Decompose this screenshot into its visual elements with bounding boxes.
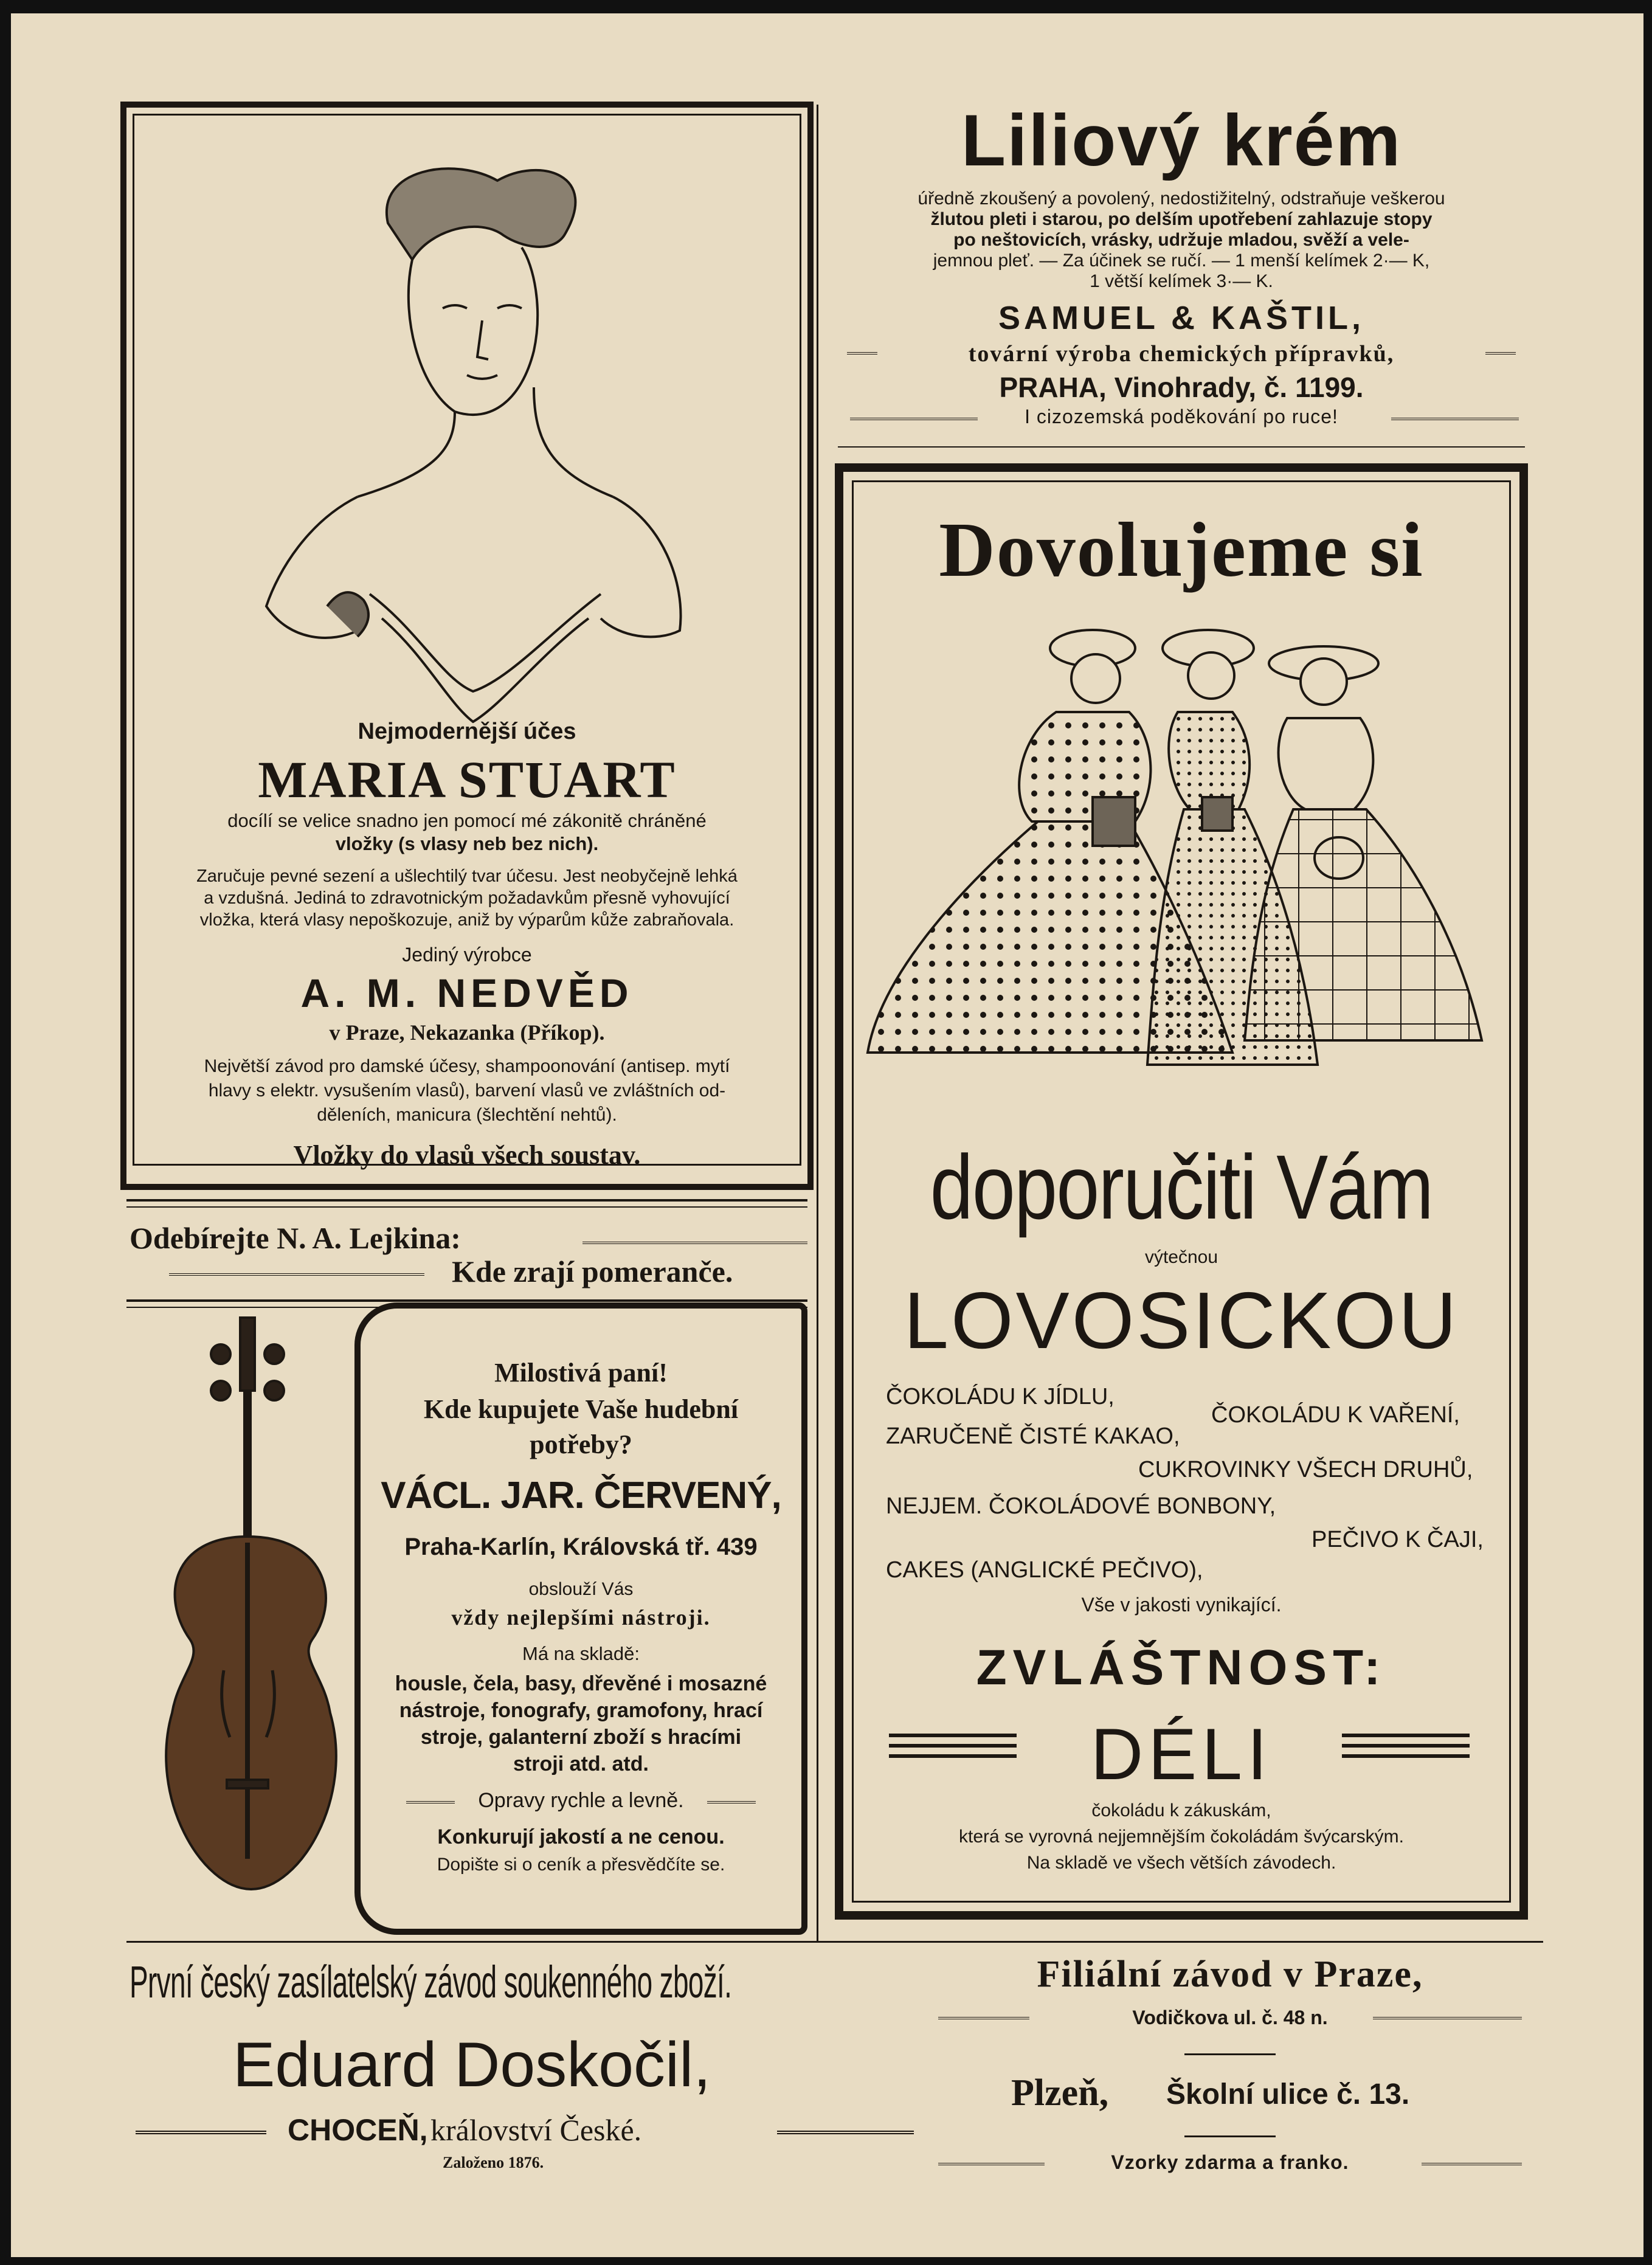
liliovy-address: PRAHA, Vinohrady, č. 1199. bbox=[999, 372, 1364, 403]
lovosice-quality: Vše v jakosti vynikající. bbox=[1081, 1594, 1282, 1616]
lovosice-product-2: ČOKOLÁDU K VAŘENÍ, bbox=[1211, 1402, 1460, 1428]
separator-rule bbox=[838, 446, 1525, 448]
doskocil-headline-wrap bbox=[130, 1956, 920, 2023]
cerveny-repairs-rule-right bbox=[707, 1801, 756, 1807]
maria-intro-2: vložky (s vlasy neb bez nich). bbox=[335, 833, 599, 854]
doskocil-rule-left bbox=[136, 2131, 266, 2138]
doskocil-kingdom: království České. bbox=[430, 2113, 642, 2147]
cerveny-catalog: Dopište si o ceník a přesvědčíte se. bbox=[437, 1855, 725, 1875]
cerveny-stock-1: housle, čela, basy, dřevěné i mosazné bbox=[395, 1672, 767, 1695]
branch-title: Filiální závod v Praze, bbox=[1037, 1954, 1423, 1995]
branch-ad bbox=[938, 1953, 1522, 2196]
maria-body-3: vložka, která vlasy nepoškozuje, aniž by výparům kůže zabraňovala. bbox=[199, 910, 734, 930]
liliovy-production: tovární výroba chemických přípravků, bbox=[968, 341, 1395, 367]
lejkin-line-2: Kde zrají pomeranče. bbox=[452, 1254, 733, 1288]
cerveny-ad-text bbox=[367, 1315, 795, 1923]
cerveny-best: vždy nejlepšími nástroji. bbox=[451, 1605, 711, 1630]
lovosice-product-7: CAKES (ANGLICKÉ PEČIVO), bbox=[886, 1557, 1203, 1583]
lovosice-product-1: ČOKOLÁDU K JÍDLU, bbox=[886, 1384, 1115, 1409]
newspaper-page bbox=[11, 13, 1643, 2257]
lovosice-recommend: doporučiti Vám bbox=[930, 1136, 1433, 1238]
lejkin-rule-2 bbox=[169, 1273, 424, 1279]
branch-short-rule bbox=[1184, 2053, 1276, 2055]
separator-rule bbox=[126, 1206, 807, 1208]
maria-body-1: Zaručuje pevné sezení a ušlechtilý tvar účesu. Jest neobyčejně lehká bbox=[196, 866, 738, 886]
maria-title: MARIA STUART bbox=[258, 750, 676, 809]
liliovy-thanks: I cizozemská poděkování po ruce! bbox=[1025, 406, 1338, 427]
maria-services-2: hlavy s elektr. vysušením vlasů), barvení vlasů ve zvláštních od- bbox=[208, 1081, 726, 1101]
cerveny-stock-label: Má na skladě: bbox=[522, 1643, 640, 1664]
liliovy-ad bbox=[838, 99, 1525, 451]
maria-services-1: Největší závod pro damské účesy, shampoonování (antisep. mytí bbox=[204, 1056, 730, 1076]
lovosice-excellent: výtečnou bbox=[1144, 1247, 1218, 1267]
branch-samples: Vzorky zdarma a franko. bbox=[1111, 2151, 1349, 2173]
doskocil-founded: Založeno 1876. bbox=[443, 2154, 544, 2171]
cerveny-repairs: Opravy rychle a levně. bbox=[478, 1789, 684, 1812]
lejkin-line-1: Odebírejte N. A. Lejkina: bbox=[130, 1221, 461, 1255]
liliovy-text-3: po neštovicích, vrásky, udržuje mladou, svěží a vele- bbox=[953, 230, 1409, 250]
maria-footer: Vložky do vlasů všech soustav. bbox=[293, 1140, 641, 1170]
maria-stuart-ad bbox=[120, 102, 814, 1190]
cerveny-name: VÁCL. JAR. ČERVENÝ, bbox=[381, 1475, 781, 1516]
lovosice-deli: DÉLI bbox=[1090, 1713, 1273, 1795]
branch-rule-right bbox=[1373, 2017, 1522, 2023]
maria-maker: A. M. NEDVĚD bbox=[300, 970, 634, 1015]
cerveny-compete: Konkurují jakostí a ne cenou. bbox=[437, 1825, 725, 1848]
doskocil-rule-right bbox=[777, 2131, 914, 2138]
lovosice-deli-1: čokoládu k zákuskám, bbox=[1091, 1800, 1271, 1821]
liliovy-thanks-rule-right bbox=[1391, 418, 1519, 424]
lejkin-rule-1 bbox=[582, 1242, 807, 1248]
liliovy-text-5: 1 větší kelímek 3·— K. bbox=[1090, 271, 1273, 291]
lovosice-deli-3: Na skladě ve všech větších závodech. bbox=[1026, 1853, 1336, 1873]
liliovy-production-rule-right bbox=[1485, 352, 1516, 358]
lovosice-product-6: PEČIVO K ČAJI, bbox=[1312, 1527, 1484, 1552]
three-ladies-illustration bbox=[855, 615, 1518, 1101]
cerveny-stock-2: nástroje, fonografy, gramofony, hrací bbox=[399, 1699, 763, 1722]
branch-samples-rule-right bbox=[1422, 2163, 1522, 2169]
liliovy-title: Liliový krém bbox=[961, 100, 1402, 181]
maria-services-3: děleních, manicura (šlechtění nehtů). bbox=[317, 1105, 617, 1125]
woman-portrait-illustration bbox=[236, 156, 710, 764]
cerveny-serves: obslouží Vás bbox=[528, 1579, 634, 1599]
cerveny-question-2: potřeby? bbox=[530, 1430, 632, 1459]
doskocil-town: CHOCEŇ, bbox=[288, 2113, 428, 2147]
lovosice-product-5: NEJJEM. ČOKOLÁDOVÉ BONBONY, bbox=[886, 1493, 1276, 1519]
deli-rules-right bbox=[1342, 1734, 1470, 1758]
branch-plzen-street: Školní ulice č. 13. bbox=[1166, 2078, 1410, 2111]
liliovy-firm: SAMUEL & KAŠTIL, bbox=[998, 300, 1364, 336]
lovosice-specialty: ZVLÁŠTNOST: bbox=[976, 1640, 1387, 1695]
maria-body-2: a vzdušná. Jediná to zdravotnickým požadavkům přesně vyhovující bbox=[204, 888, 730, 908]
lovosice-deli-2: která se vyrovná nejjemnějším čokoládám švýcarským. bbox=[959, 1827, 1404, 1847]
lovosice-ad bbox=[835, 463, 1528, 1920]
cerveny-address: Praha-Karlín, Královská tř. 439 bbox=[404, 1534, 758, 1560]
maria-intro-1: docílí se velice snadno jen pomocí mé zákonitě chráněné bbox=[227, 810, 707, 831]
liliovy-text-1: úředně zkoušený a povolený, nedostižitelný, odstraňuje veškerou bbox=[918, 188, 1445, 209]
column-divider bbox=[817, 105, 818, 1941]
branch-prague-address: Vodičkova ul. č. 48 n. bbox=[1132, 2007, 1328, 2028]
cerveny-stock-3: stroje, galanterní zboží s hracími bbox=[420, 1726, 742, 1749]
maria-address: v Praze, Nekazanka (Příkop). bbox=[329, 1020, 605, 1045]
cerveny-question-1: Kde kupujete Vaše hudební bbox=[423, 1394, 739, 1424]
violin-illustration bbox=[136, 1312, 367, 1901]
lovosice-brand: LOVOSICKOU bbox=[904, 1276, 1459, 1365]
lovosice-product-4: CUKROVINKY VŠECH DRUHŮ, bbox=[1138, 1457, 1473, 1482]
separator-rule bbox=[126, 1299, 807, 1302]
maria-tagline: Nejmodernější účes bbox=[358, 719, 576, 744]
maria-maker-label: Jediný výrobce bbox=[402, 944, 532, 966]
branch-plzen: Plzeň, bbox=[1011, 2072, 1109, 2114]
separator-rule bbox=[126, 1941, 1543, 1943]
doskocil-headline: První český zasílatelský závod soukenného zboží. bbox=[130, 1957, 732, 2007]
lovosice-top: Dovolujeme si bbox=[939, 507, 1424, 593]
doskocil-name: Eduard Doskočil, bbox=[233, 2030, 711, 2100]
cerveny-greeting: Milostivá paní! bbox=[494, 1358, 668, 1388]
liliovy-text-2: žlutou pleti i starou, po delším upotřebení zahlazuje stopy bbox=[930, 209, 1433, 229]
branch-short-rule bbox=[1184, 2135, 1276, 2137]
liliovy-text-4: jemnou pleť. — Za účinek se ručí. — 1 menší kelímek 2·— K, bbox=[933, 251, 1430, 271]
lovosice-product-3: ZARUČENĚ ČISTÉ KAKAO, bbox=[886, 1423, 1180, 1449]
separator-rule bbox=[126, 1199, 807, 1202]
cerveny-stock-4: stroji atd. atd. bbox=[513, 1752, 649, 1776]
